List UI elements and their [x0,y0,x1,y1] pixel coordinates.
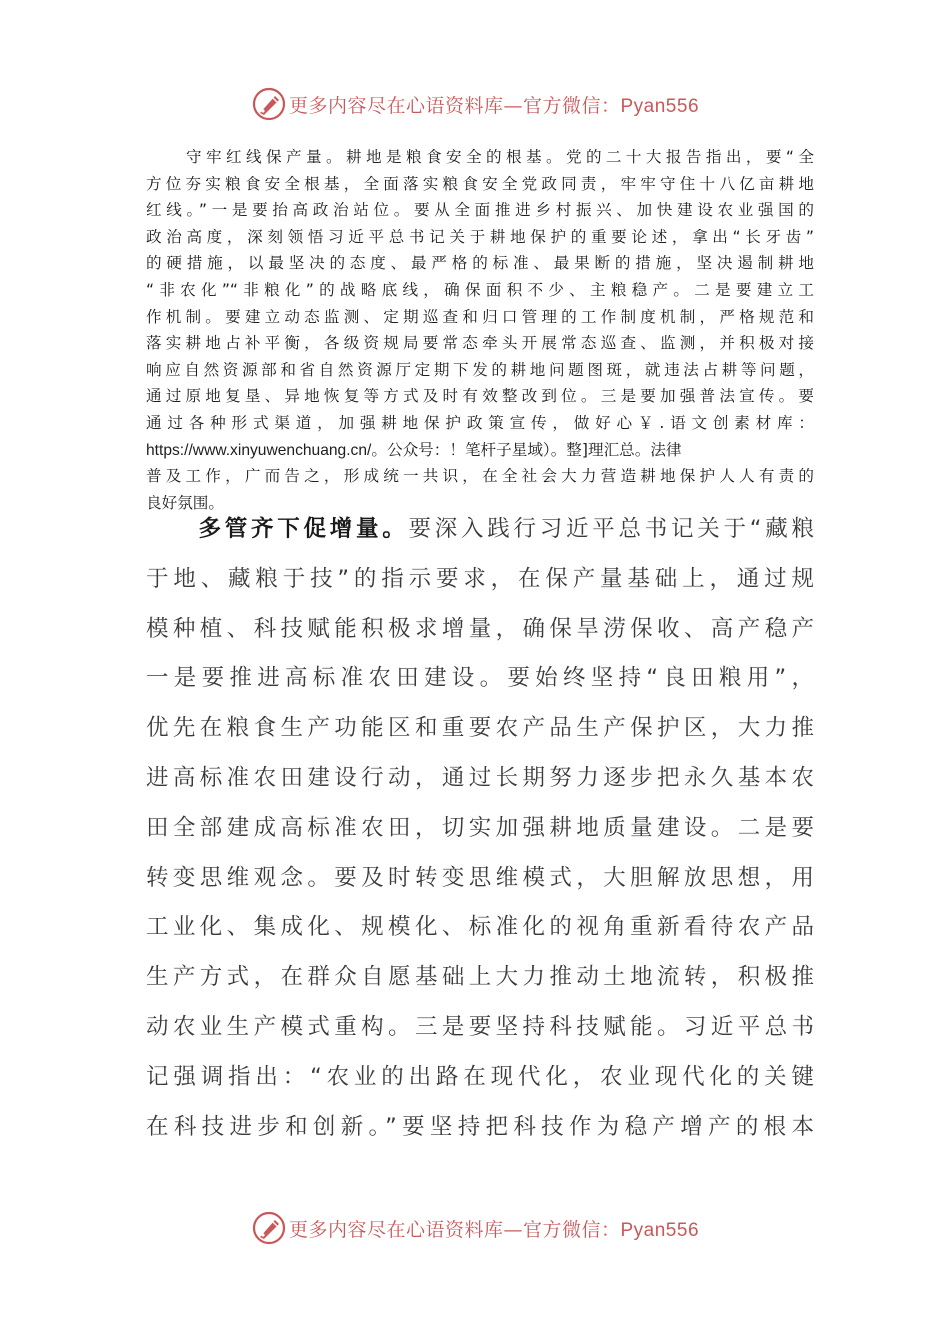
text-line: 通过原地复垦、异地恢复等方式及时有效整改到位。三是要加强普法宣传。要 [146,387,814,406]
text-line: 的硬措施，以最坚决的态度、最严格的标准、最果断的措施，坚决遏制耕地 [146,254,814,273]
text-line: 模种植、科技赋能积极求增量，确保旱涝保收、高产稳产 [146,615,814,642]
text-line: 落实耕地占补平衡，各级资规局要常态牵头开展常态巡查、监测，并积极对接 [146,334,814,353]
text-line: 一是要推进高标准农田建设。要始终坚持“良田粮用”， [146,665,814,692]
paragraph-protect-red-line [146,144,814,516]
text-line: 转变思维观念。要及时转变思维模式，大胆解放思想，用 [146,864,814,891]
text-line: 进高标准农田建设行动，通过长期努力逐步把永久基本农 [146,764,814,791]
text-line: 在科技进步和创新。”要坚持把科技作为稳产增产的根本 [146,1113,814,1140]
text-line: 优先在粮食生产功能区和重要农产品生产保护区，大力推 [146,715,814,742]
text-line: 政治高度，深刻领悟习近平总书记关于耕地保护的重要论述，拿出“长牙齿” [146,227,814,246]
section-heading: 多管齐下促增量。 [198,516,409,542]
fountain-pen-circle-logo-icon [251,1210,287,1246]
text-line: 生产方式，在群众自愿基础上大力推动土地流转，积极推 [146,964,814,991]
text-line: 作机制。要建立动态监测、定期巡查和归口管理的工作制度机制，严格规范和 [146,307,814,326]
fountain-pen-circle-logo-icon [251,86,287,122]
text-line: 方位夯实粮食安全根基，全面落实粮食安全党政同责，牢牢守住十八亿亩耕地 [146,174,814,193]
wechat-id: Pyan556 [620,95,700,117]
text-line: 响应自然资源部和省自然资源厅定期下发的耕地问题图斑，就违法占耕等问题， [146,360,814,379]
text-line: 红线。”一是要抬高政治站位。要从全面推进乡村振兴、加快建设农业强国的 [146,201,814,220]
footer-watermark-banner [0,1206,950,1250]
banner-text: 更多内容尽在心语资料库—官方微信：Pyan556 [288,94,700,117]
text-line: 良好氛围。 [146,493,224,512]
paragraph-increase-output [146,505,814,1152]
wechat-id: Pyan556 [620,1219,700,1241]
text-line: 于地、藏粮于技”的指示要求，在保产量基础上，通过规 [146,565,814,592]
text-line: 记强调指出：“农业的出路在现代化，农业现代化的关键 [146,1063,814,1090]
text-line-with-url: https://www.xinyuwenchuang.cn/。公众号：！笔杆子星域）。整]理汇总。法律 [146,440,682,459]
text-line: 守牢红线保产量。耕地是粮食安全的根基。党的二十大报告指出，要“全 [146,148,814,166]
text-line: “非农化”“非粮化”的战略底线，确保面积不少、主粮稳产。二是要建立工 [146,280,814,299]
text-line: 动农业生产模式重构。三是要坚持科技赋能。习近平总书 [146,1013,814,1040]
banner-text: 更多内容尽在心语资料库—官方微信：Pyan556 [288,1218,700,1241]
text-line: 多管齐下促增量。要深入践行习近平总书记关于“藏粮 [198,516,814,542]
text-line: 田全部建成高标准农田，切实加强耕地质量建设。二是要 [146,814,814,841]
text-line: 通过各种形式渠道，加强耕地保护政策宣传，做好心￥.语文创素材库： [146,413,814,432]
header-watermark-banner [0,82,950,126]
text-line: 普及工作，广而告之，形成统一共识，在全社会大力营造耕地保护人人有责的 [146,467,814,486]
text-line: 工业化、集成化、规模化、标准化的视角重新看待农产品 [146,914,814,941]
source-url: https://www.xinyuwenchuang.cn/ [146,441,372,459]
